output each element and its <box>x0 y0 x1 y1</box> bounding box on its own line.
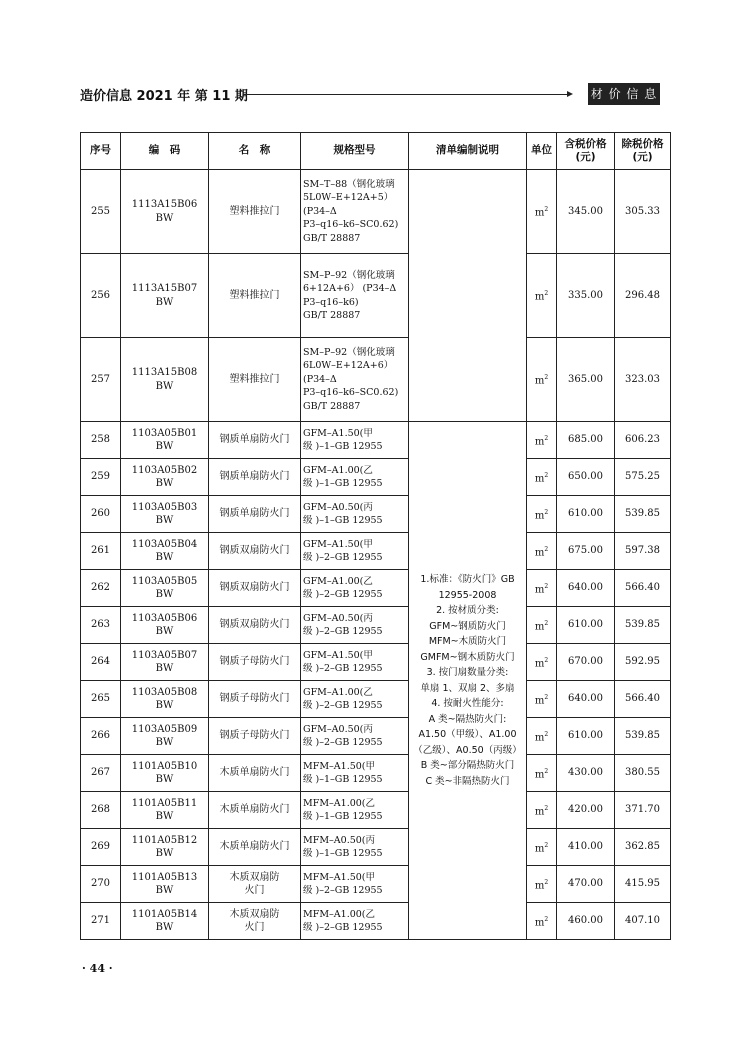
row-price-notax: 362.85 <box>615 829 671 866</box>
row-code: 1101A05B12 BW <box>121 829 209 866</box>
row-unit: $m^2$ <box>527 903 557 940</box>
row-unit: $m^2$ <box>527 254 557 338</box>
row-name: 木质双扇防 火门 <box>209 903 301 940</box>
row-unit: $m^2$ <box>527 644 557 681</box>
row-price-tax: 470.00 <box>557 866 615 903</box>
row-price-tax: 420.00 <box>557 792 615 829</box>
header-rule <box>243 94 570 95</box>
table-row <box>81 681 671 718</box>
row-spec: MFM–A1.00(乙 级 )–1–GB 12955 <box>301 792 409 829</box>
row-price-tax: 345.00 <box>557 170 615 254</box>
table-row <box>81 829 671 866</box>
col-header-price-tax: 含税价格(元) <box>557 133 615 170</box>
table-row <box>81 170 671 254</box>
row-price-notax: 539.85 <box>615 496 671 533</box>
row-unit: $m^2$ <box>527 459 557 496</box>
row-no: 270 <box>81 866 121 903</box>
row-code: 1113A15B06 BW <box>121 170 209 254</box>
row-unit: $m^2$ <box>527 570 557 607</box>
row-spec: GFM–A1.50(甲 级 )–2–GB 12955 <box>301 533 409 570</box>
row-price-notax: 575.25 <box>615 459 671 496</box>
row-spec: GFM–A0.50(丙 级 )–1–GB 12955 <box>301 496 409 533</box>
publication-title: 造价信息 2021 年 第 11 期 <box>80 89 248 104</box>
table-row <box>81 533 671 570</box>
row-code: 1103A05B04 BW <box>121 533 209 570</box>
row-unit: $m^2$ <box>527 170 557 254</box>
row-price-notax: 371.70 <box>615 792 671 829</box>
row-unit: $m^2$ <box>527 533 557 570</box>
table-row <box>81 496 671 533</box>
row-no: 263 <box>81 607 121 644</box>
row-spec: MFM–A1.50(甲 级 )–1–GB 12955 <box>301 755 409 792</box>
table-row <box>81 338 671 422</box>
row-no: 259 <box>81 459 121 496</box>
row-name: 木质单扇防火门 <box>209 829 301 866</box>
row-unit: $m^2$ <box>527 338 557 422</box>
row-name: 钢质单扇防火门 <box>209 422 301 459</box>
row-name: 塑料推拉门 <box>209 338 301 422</box>
row-no: 266 <box>81 718 121 755</box>
row-unit: $m^2$ <box>527 792 557 829</box>
price-table <box>80 132 671 940</box>
row-price-tax: 610.00 <box>557 607 615 644</box>
row-price-tax: 670.00 <box>557 644 615 681</box>
table-row <box>81 422 671 459</box>
row-code: 1101A05B10 BW <box>121 755 209 792</box>
row-no: 257 <box>81 338 121 422</box>
row-price-tax: 335.00 <box>557 254 615 338</box>
row-price-notax: 606.23 <box>615 422 671 459</box>
col-header-name: 名 称 <box>209 133 301 170</box>
row-no: 264 <box>81 644 121 681</box>
col-header-unit: 单位 <box>527 133 557 170</box>
row-no: 262 <box>81 570 121 607</box>
row-name: 钢质双扇防火门 <box>209 570 301 607</box>
row-code: 1113A15B07 BW <box>121 254 209 338</box>
row-spec: MFM–A1.00(乙 级 )–2–GB 12955 <box>301 903 409 940</box>
row-spec: GFM–A1.00(乙 级 )–2–GB 12955 <box>301 570 409 607</box>
row-price-tax: 650.00 <box>557 459 615 496</box>
row-price-notax: 566.40 <box>615 681 671 718</box>
row-no: 269 <box>81 829 121 866</box>
row-spec: GFM–A1.50(甲 级 )–1–GB 12955 <box>301 422 409 459</box>
row-code: 1103A05B07 BW <box>121 644 209 681</box>
col-header-code: 编 码 <box>121 133 209 170</box>
row-no: 256 <box>81 254 121 338</box>
row-price-tax: 460.00 <box>557 903 615 940</box>
row-spec: GFM–A1.00(乙 级 )–2–GB 12955 <box>301 681 409 718</box>
page-header <box>80 83 660 105</box>
row-price-tax: 675.00 <box>557 533 615 570</box>
row-name: 钢质子母防火门 <box>209 718 301 755</box>
row-unit: $m^2$ <box>527 681 557 718</box>
row-no: 255 <box>81 170 121 254</box>
row-spec: SM–T–88（钢化玻璃 5L0W–E+12A+5） (P34–Δ P3–q16–k6–SC0.62) GB/T 28887 <box>301 170 409 254</box>
row-price-notax: 539.85 <box>615 718 671 755</box>
row-spec: GFM–A0.50(丙 级 )–2–GB 12955 <box>301 718 409 755</box>
table-row <box>81 570 671 607</box>
row-unit: $m^2$ <box>527 829 557 866</box>
page-number: · 44 · <box>82 962 113 975</box>
col-header-spec: 规格型号 <box>301 133 409 170</box>
row-no: 265 <box>81 681 121 718</box>
row-code: 1103A05B02 BW <box>121 459 209 496</box>
header-row <box>81 133 671 170</box>
row-price-tax: 430.00 <box>557 755 615 792</box>
row-spec: GFM–A0.50(丙 级 )–2–GB 12955 <box>301 607 409 644</box>
note-cell-blank <box>409 170 527 422</box>
row-price-tax: 610.00 <box>557 718 615 755</box>
section-badge: 材 价 信 息 <box>588 83 660 105</box>
row-code: 1103A05B03 BW <box>121 496 209 533</box>
table-row <box>81 254 671 338</box>
row-price-tax: 410.00 <box>557 829 615 866</box>
row-code: 1103A05B08 BW <box>121 681 209 718</box>
row-price-notax: 296.48 <box>615 254 671 338</box>
row-unit: $m^2$ <box>527 607 557 644</box>
col-header-note: 清单编制说明 <box>409 133 527 170</box>
row-code: 1103A05B06 BW <box>121 607 209 644</box>
row-price-notax: 380.55 <box>615 755 671 792</box>
row-spec: GFM–A1.50(甲 级 )–2–GB 12955 <box>301 644 409 681</box>
row-name: 钢质子母防火门 <box>209 681 301 718</box>
row-no: 261 <box>81 533 121 570</box>
row-name: 木质单扇防火门 <box>209 755 301 792</box>
row-code: 1101A05B11 BW <box>121 792 209 829</box>
row-unit: $m^2$ <box>527 496 557 533</box>
col-header-no: 序号 <box>81 133 121 170</box>
row-price-tax: 640.00 <box>557 570 615 607</box>
row-no: 268 <box>81 792 121 829</box>
table-row <box>81 644 671 681</box>
row-spec: MFM–A0.50(丙 级 )–1–GB 12955 <box>301 829 409 866</box>
table-row <box>81 718 671 755</box>
row-price-notax: 592.95 <box>615 644 671 681</box>
row-spec: MFM–A1.50(甲 级 )–2–GB 12955 <box>301 866 409 903</box>
row-code: 1103A05B09 BW <box>121 718 209 755</box>
table-row <box>81 607 671 644</box>
table-row <box>81 459 671 496</box>
row-price-notax: 415.95 <box>615 866 671 903</box>
row-code: 1101A05B13 BW <box>121 866 209 903</box>
row-name: 钢质双扇防火门 <box>209 607 301 644</box>
row-code: 1103A05B01 BW <box>121 422 209 459</box>
row-spec: SM–P–92（钢化玻璃 6L0W–E+12A+6） (P34–Δ P3–q16–k6–SC0.62) GB/T 28887 <box>301 338 409 422</box>
row-price-notax: 566.40 <box>615 570 671 607</box>
row-no: 271 <box>81 903 121 940</box>
row-price-notax: 323.03 <box>615 338 671 422</box>
table-row <box>81 792 671 829</box>
table-row <box>81 755 671 792</box>
row-name: 钢质单扇防火门 <box>209 496 301 533</box>
group-note-text: 1.标准：《防火门》GB 12955-2008 2. 按材质分类: GFM~钢质防火门 MFM~木质防火门 GMFM~钢木质防火门 3. 按门扇数量分类: 单扇 1、双扇 2、多扇 4. 按耐火性能分: A 类~隔热防火门: A1.50（甲级）、A1.00（乙级）、A0.50（丙级） B 类~部分隔热防火门 C 类~非隔热防火门 <box>413 574 522 787</box>
row-code: 1103A05B05 BW <box>121 570 209 607</box>
row-price-notax: 407.10 <box>615 903 671 940</box>
row-name: 塑料推拉门 <box>209 254 301 338</box>
row-price-tax: 640.00 <box>557 681 615 718</box>
table-row <box>81 903 671 940</box>
row-price-tax: 365.00 <box>557 338 615 422</box>
row-spec: SM–P–92（钢化玻璃 6+12A+6） (P34–Δ P3–q16–k6) GB/T 28887 <box>301 254 409 338</box>
row-name: 钢质子母防火门 <box>209 644 301 681</box>
row-price-notax: 539.85 <box>615 607 671 644</box>
row-name: 木质单扇防火门 <box>209 792 301 829</box>
row-no: 260 <box>81 496 121 533</box>
row-name: 木质双扇防 火门 <box>209 866 301 903</box>
col-header-price-notax: 除税价格(元) <box>615 133 671 170</box>
row-name: 塑料推拉门 <box>209 170 301 254</box>
row-unit: $m^2$ <box>527 755 557 792</box>
table-row <box>81 866 671 903</box>
row-price-notax: 305.33 <box>615 170 671 254</box>
row-unit: $m^2$ <box>527 866 557 903</box>
row-code: 1113A15B08 BW <box>121 338 209 422</box>
row-unit: $m^2$ <box>527 422 557 459</box>
row-no: 258 <box>81 422 121 459</box>
row-no: 267 <box>81 755 121 792</box>
row-unit: $m^2$ <box>527 718 557 755</box>
row-price-notax: 597.38 <box>615 533 671 570</box>
row-code: 1101A05B14 BW <box>121 903 209 940</box>
row-price-tax: 685.00 <box>557 422 615 459</box>
row-name: 钢质单扇防火门 <box>209 459 301 496</box>
row-spec: GFM–A1.00(乙 级 )–1–GB 12955 <box>301 459 409 496</box>
row-price-tax: 610.00 <box>557 496 615 533</box>
row-name: 钢质双扇防火门 <box>209 533 301 570</box>
group-note <box>409 422 527 940</box>
